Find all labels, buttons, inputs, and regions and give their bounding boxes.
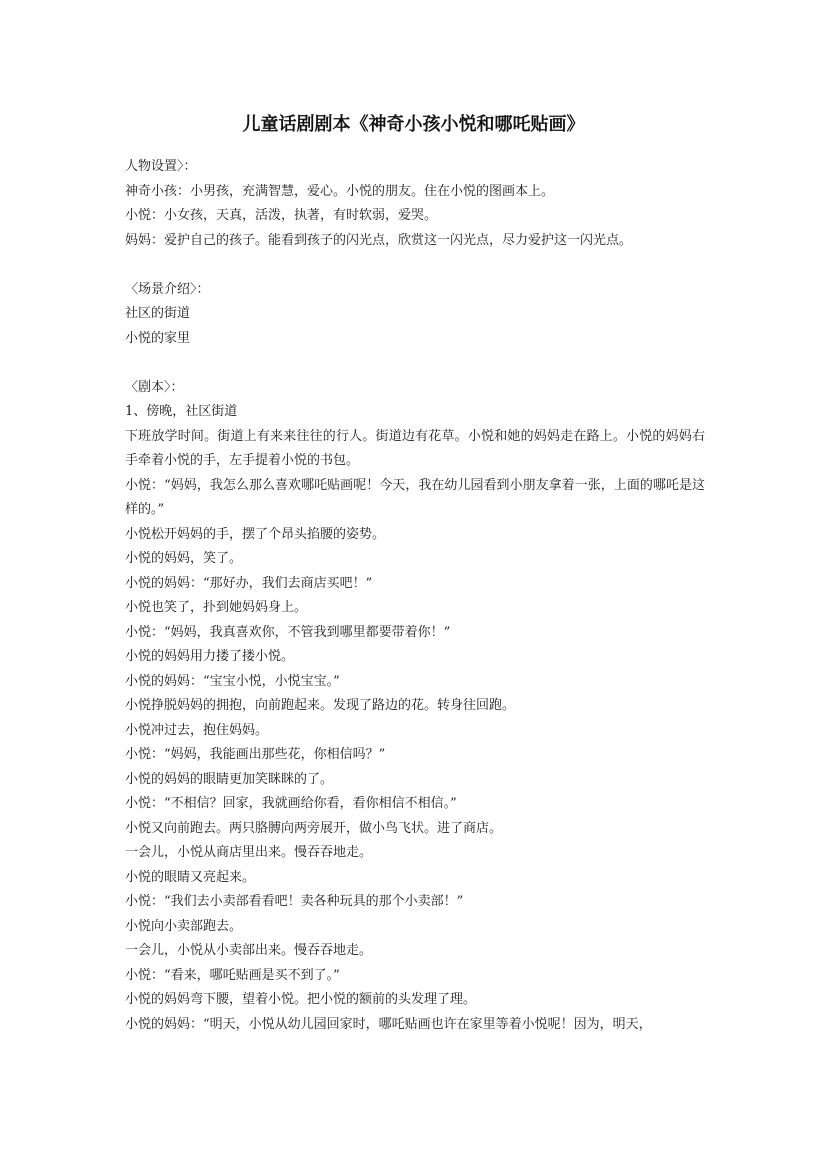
script-line: 1、傍晚，社区街道 <box>125 404 238 419</box>
scene-heading: 〈场景介绍〉： <box>125 281 210 297</box>
character-description: 小悦：小女孩，天真，活泼，执著，有时软弱，爱哭。 <box>125 208 438 223</box>
script-line: 小悦的眼睛又亮起来。 <box>125 869 256 885</box>
character-description: 妈妈：爱护自己的孩子。能看到孩子的闪光点，欣赏这一闪光点，尽力爱护这一闪光点。 <box>125 232 633 248</box>
script-line: 小悦的妈妈弯下腰，望着小悦。把小悦的额前的头发理了理。 <box>125 992 477 1007</box>
script-line: 下班放学时间。街道上有来来往往的行人。街道边有花草。小悦和她的妈妈走在路上。小悦的妈妈右手牵着小悦的手，左手提着小悦的书包。 <box>125 428 705 468</box>
script-line: 小悦的妈妈的眼睛更加笑眯眯的了。 <box>125 771 334 787</box>
script-line: 小悦：“我们去小卖部看看吧！卖各种玩具的那个小卖部！” <box>125 894 464 909</box>
script-line: 小悦：“不相信？回家，我就画给你看，看你相信不相信。” <box>125 796 457 811</box>
script-line: 一会儿，小悦从小卖部出来。慢吞吞地走。 <box>125 943 373 958</box>
script-line: 小悦向小卖部跑去。 <box>125 918 243 934</box>
scene-item: 社区的街道 <box>125 306 191 321</box>
spacer <box>125 253 705 278</box>
script-line: 小悦的妈妈：“那好办，我们去商店买吧！” <box>125 575 373 591</box>
document-body <box>125 155 705 1037</box>
script-line: 小悦冲过去，抱住妈妈。 <box>125 722 269 738</box>
script-line: 小悦也笑了，扑到她妈妈身上。 <box>125 600 308 615</box>
document-title: 儿童话剧剧本《神奇小孩小悦和哪吒贴画》 <box>242 114 585 135</box>
script-line: 小悦：“看来，哪吒贴画是买不到了。” <box>125 967 340 983</box>
script-line: 小悦：“妈妈，我能画出那些花，你相信吗？” <box>125 747 386 762</box>
script-line: 小悦又向前跑去。两只胳膊向两旁展开，做小鸟飞状。进了商店。 <box>125 820 503 836</box>
script-line: 小悦：“妈妈，我真喜欢你，不管我到哪里都要带着你！” <box>125 624 451 640</box>
script-line: 小悦松开妈妈的手，摆了个昂头掐腰的姿势。 <box>125 526 386 542</box>
character-description: 神奇小孩：小男孩，充满智慧，爱心。小悦的朋友。住在小悦的图画本上。 <box>125 183 555 199</box>
script-line: 小悦的妈妈用力搂了搂小悦。 <box>125 649 295 664</box>
characters-heading: 人物设置〉： <box>125 159 197 174</box>
script-line: 小悦的妈妈：“明天，小悦从幼儿园回家时，哪吒贴画也许在家里等着小悦呢！因为，明天， <box>125 1016 652 1032</box>
script-line: 小悦：“妈妈，我怎么那么喜欢哪吒贴画呢！今天，我在幼儿园看到小朋友拿着一张，上面的哪吒是这样的。” <box>125 477 705 517</box>
scene-item: 小悦的家里 <box>125 330 191 346</box>
script-line: 小悦的妈妈：“宝宝小悦，小悦宝宝。” <box>125 673 340 689</box>
spacer <box>125 351 705 376</box>
script-line: 小悦的妈妈，笑了。 <box>125 551 243 566</box>
script-line: 小悦挣脱妈妈的拥抱，向前跑起来。发现了路边的花。转身往回跑。 <box>125 698 516 713</box>
script-line: 一会儿，小悦从商店里出来。慢吞吞地走。 <box>125 845 373 860</box>
script-heading: 〈剧本〉： <box>125 379 184 395</box>
